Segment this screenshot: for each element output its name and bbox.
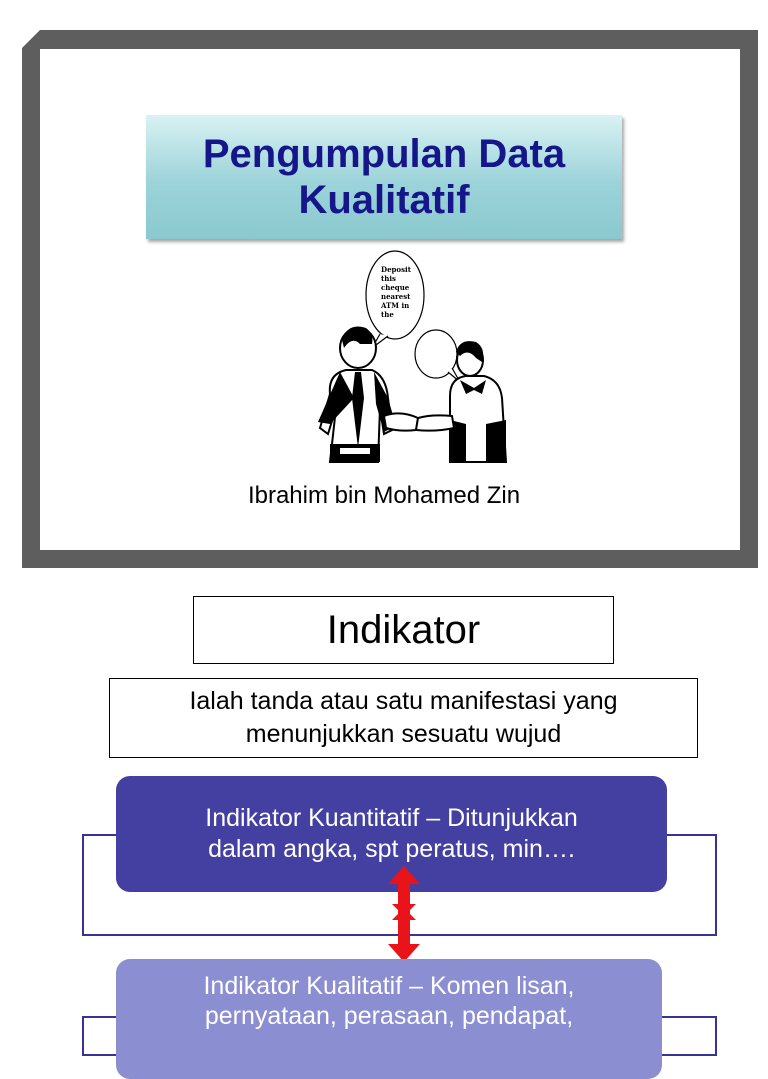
bubble-line: cheque <box>381 283 410 292</box>
quantitative-line-1: Indikator Kuantitatif – Ditunjukkan <box>205 804 578 832</box>
definition-box <box>109 678 698 758</box>
qualitative-line-2: pernyataan, perasaan, pendapat, <box>204 1002 574 1030</box>
definition-line-1: Ialah tanda atau satu manifestasi yang <box>189 687 618 715</box>
speech-bubble-text <box>381 265 425 319</box>
bubble-line: ATM in <box>381 301 410 310</box>
quantitative-line-2: dalam angka, spt peratus, min…. <box>208 835 575 863</box>
bubble-line: this <box>381 274 396 283</box>
indikator-heading: Indikator <box>193 596 614 664</box>
bubble-line: Deposit <box>381 265 411 274</box>
bubble-line: nearest <box>381 292 411 301</box>
qualitative-indicator-box <box>116 959 662 1079</box>
qualitative-line-1: Indikator Kualitatif – Komen lisan, <box>203 972 575 1000</box>
bubble-line: the <box>381 310 394 319</box>
title-line-2: Kualitatif <box>298 178 470 222</box>
author-name: Ibrahim bin Mohamed Zin <box>247 482 521 509</box>
definition-line-2: menunjukkan sesuatu wujud <box>245 720 562 748</box>
title-line-1: Pengumpulan Data <box>202 132 566 176</box>
double-arrow-icon <box>386 866 422 962</box>
man-figure-icon <box>318 327 418 463</box>
title-box <box>146 115 622 239</box>
